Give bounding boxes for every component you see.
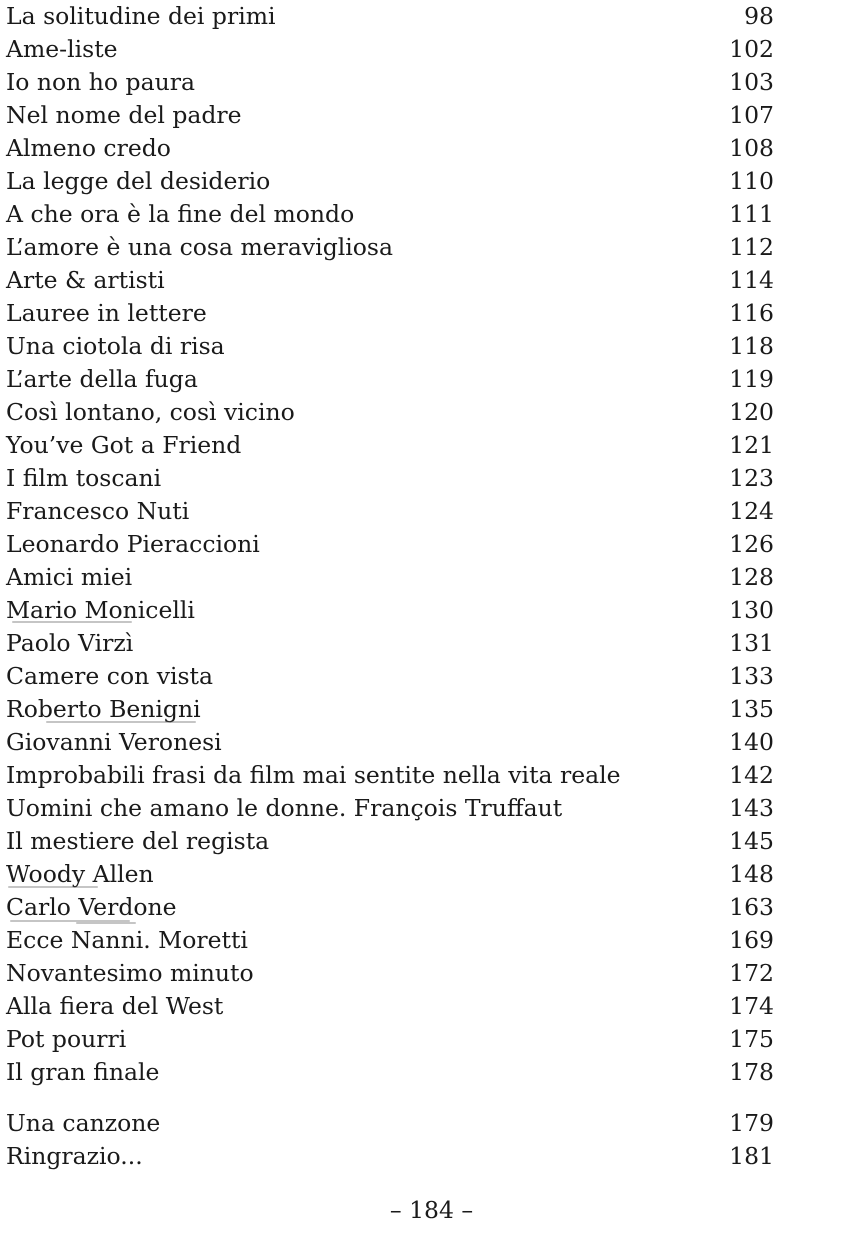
toc-entry-page: 110 (729, 167, 774, 195)
toc-entry-title: Alla fiera del West (6, 992, 224, 1020)
toc-entry (6, 825, 774, 858)
toc-entry-title: Leonardo Pieraccioni (6, 530, 260, 558)
toc-entry-page: 172 (729, 959, 774, 987)
toc-entry (6, 297, 774, 330)
toc-entry-title: Giovanni Veronesi (6, 728, 222, 756)
toc-entry (6, 759, 774, 792)
toc-entry (6, 561, 774, 594)
toc-entry (6, 792, 774, 825)
toc-entry (6, 594, 774, 627)
toc-entry-title: Uomini che amano le donne. François Truffaut (6, 794, 563, 822)
toc-entry-title: Così lontano, così vicino (6, 398, 295, 426)
toc-entry-page: 120 (729, 398, 774, 426)
toc-entry-title: Woody Allen (6, 860, 154, 888)
toc-entry (6, 165, 774, 198)
toc-entry (6, 198, 774, 231)
toc-entry (6, 693, 774, 726)
toc-entry-title: Novantesimo minuto (6, 959, 254, 987)
toc-entry-page: 108 (729, 134, 774, 162)
toc-entry (6, 231, 774, 264)
toc-entry-page: 142 (729, 761, 774, 789)
toc-entry (6, 990, 774, 1023)
pencil-underline (46, 721, 196, 723)
toc-entry-page: 179 (729, 1109, 774, 1137)
toc-entry-title: Pot pourri (6, 1025, 127, 1053)
toc-entry (6, 891, 774, 924)
pencil-underline (8, 886, 98, 888)
toc-entry (6, 99, 774, 132)
toc-entry-page: 116 (729, 299, 774, 327)
toc-entry-title: Una canzone (6, 1109, 161, 1137)
toc-entry (6, 495, 774, 528)
toc-entry (6, 660, 774, 693)
toc-entry-title: You’ve Got a Friend (6, 431, 242, 459)
toc-entry-page: 98 (744, 2, 774, 30)
toc-entry-title: La legge del desiderio (6, 167, 271, 195)
toc-entry-page: 131 (729, 629, 774, 657)
toc-entry (6, 528, 774, 561)
toc-entry-page: 181 (729, 1142, 774, 1170)
toc-entry-page: 102 (729, 35, 774, 63)
toc-entry-page: 126 (729, 530, 774, 558)
toc-entry-page: 145 (729, 827, 774, 855)
toc-entry (6, 1107, 774, 1140)
toc-entry-title: Amici miei (6, 563, 133, 591)
toc-entry-page: 107 (729, 101, 774, 129)
toc-entry-page: 169 (729, 926, 774, 954)
toc-entry-title: A che ora è la fine del mondo (6, 200, 355, 228)
toc-entry-page: 121 (729, 431, 774, 459)
toc-entry (6, 0, 774, 33)
toc-entry-page: 178 (729, 1058, 774, 1086)
toc-entry (6, 1056, 774, 1089)
toc-entry-page: 124 (729, 497, 774, 525)
toc-entry (6, 33, 774, 66)
toc-entry-title: Carlo Verdone (6, 893, 177, 921)
toc-entry (6, 957, 774, 990)
toc-entry-page: 130 (729, 596, 774, 624)
toc-entry-title: Mario Monicelli (6, 596, 195, 624)
toc-entry-page: 114 (729, 266, 774, 294)
toc-entry-title: Il gran finale (6, 1058, 160, 1086)
toc-entry-title: Roberto Benigni (6, 695, 201, 723)
toc-entry (6, 363, 774, 396)
toc-entry-title: Almeno credo (6, 134, 171, 162)
toc-entry-title: I film toscani (6, 464, 162, 492)
toc-entry-title: Ringrazio... (6, 1142, 143, 1170)
toc-entry-title: Io non ho paura (6, 68, 195, 96)
toc-entry-title: Lauree in lettere (6, 299, 207, 327)
toc-entry-title: Camere con vista (6, 662, 214, 690)
toc-entry-page: 119 (729, 365, 774, 393)
toc-entry (6, 462, 774, 495)
toc-entry-page: 163 (729, 893, 774, 921)
toc-entry-title: Il mestiere del regista (6, 827, 270, 855)
toc-entry (6, 264, 774, 297)
toc-entry-page: 112 (729, 233, 774, 261)
toc-entry-page: 133 (729, 662, 774, 690)
page-number: – 184 – (389, 1196, 474, 1224)
pencil-underline (76, 922, 136, 924)
toc-entry-page: 143 (729, 794, 774, 822)
toc-entry-page: 118 (729, 332, 774, 360)
toc-entry (6, 1023, 774, 1056)
table-of-contents (6, 0, 774, 1173)
toc-entry (6, 1140, 774, 1173)
toc-entry (6, 924, 774, 957)
toc-entry-page: 128 (729, 563, 774, 591)
toc-entry-page: 140 (729, 728, 774, 756)
toc-entry (6, 330, 774, 363)
toc-entry-page: 148 (729, 860, 774, 888)
toc-entry-title: Arte & artisti (6, 266, 165, 294)
toc-entry (6, 627, 774, 660)
toc-entry (6, 66, 774, 99)
toc-entry-title: Ame-liste (6, 35, 118, 63)
toc-entry-title: Nel nome del padre (6, 101, 242, 129)
toc-entry (6, 132, 774, 165)
toc-entry-title: Improbabili frasi da film mai sentite nella vita reale (6, 761, 621, 789)
toc-entry (6, 429, 774, 462)
toc-entry-page: 135 (729, 695, 774, 723)
toc-entry-title: Francesco Nuti (6, 497, 190, 525)
toc-entry-page: 111 (729, 200, 774, 228)
toc-entry-title: L’amore è una cosa meravigliosa (6, 233, 393, 261)
toc-entry-page: 174 (729, 992, 774, 1020)
toc-entry-title: Una ciotola di risa (6, 332, 225, 360)
toc-entry-page: 175 (729, 1025, 774, 1053)
toc-entry-title: Ecce Nanni. Moretti (6, 926, 248, 954)
toc-entry-page: 103 (729, 68, 774, 96)
toc-entry (6, 396, 774, 429)
toc-entry-title: Paolo Virzì (6, 629, 134, 657)
toc-entry (6, 858, 774, 891)
pencil-underline (12, 621, 132, 623)
toc-entry-title: La solitudine dei primi (6, 2, 276, 30)
toc-entry (6, 726, 774, 759)
toc-entry-title: L’arte della fuga (6, 365, 198, 393)
toc-entry-page: 123 (729, 464, 774, 492)
